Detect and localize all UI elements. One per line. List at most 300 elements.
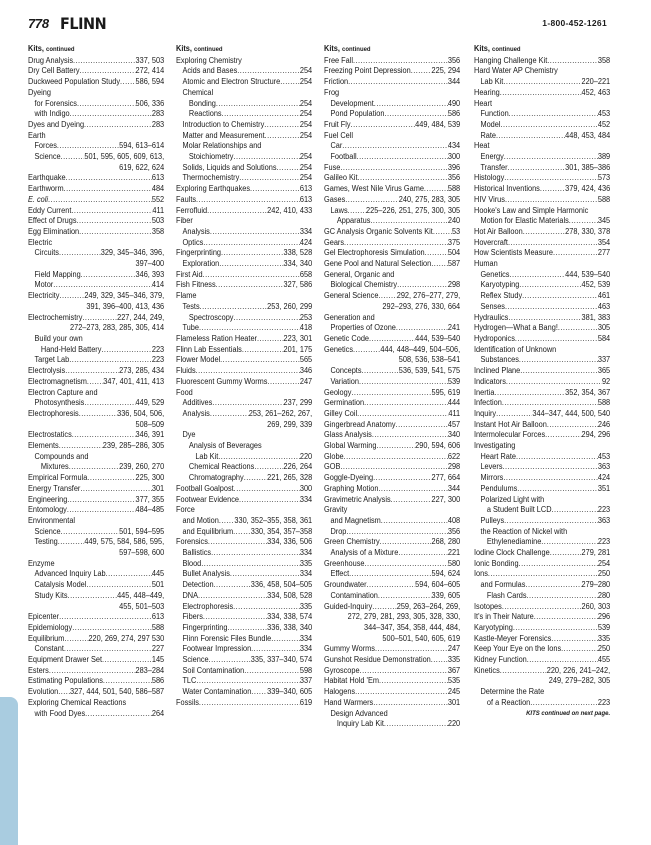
entry-term: Analysis of a Mixture — [330, 548, 399, 558]
index-entry — [324, 420, 460, 431]
leader-dots — [221, 248, 284, 259]
leader-dots — [357, 409, 448, 420]
continued-note: KITS continued on next page. — [526, 709, 611, 717]
leader-dots — [506, 377, 602, 388]
leader-dots — [397, 280, 448, 291]
heading-continued: continued — [492, 46, 521, 53]
entry-term: Inquiry — [474, 408, 497, 418]
entry-term: HIV Virus — [474, 194, 505, 204]
column-heading — [176, 44, 312, 56]
index-entry — [28, 409, 164, 420]
entry-term: Genetic Code — [324, 333, 370, 343]
entry-pages: 220 — [299, 451, 313, 461]
entry-term: Concepts — [330, 366, 362, 376]
entry-pages: 434 — [447, 141, 461, 151]
entry-pages: 358 — [597, 55, 611, 65]
entry-term: Pendulums — [480, 483, 518, 493]
leader-dots — [222, 109, 300, 120]
index-subheading: Frog — [324, 87, 340, 97]
leader-dots — [102, 655, 152, 666]
leader-dots — [216, 99, 300, 110]
entry-pages: 329, 345–346, 396, — [100, 248, 165, 258]
index-entry — [324, 719, 460, 730]
index-entry — [176, 484, 312, 495]
leader-dots — [530, 698, 598, 709]
entry-pages: 344 — [447, 483, 461, 493]
leader-dots — [219, 516, 235, 527]
entry-pages: 92 — [601, 376, 611, 386]
leader-dots — [527, 655, 598, 666]
entry-pages: 334, 336, 506 — [267, 537, 313, 547]
entry-term: Gilley Coil — [324, 408, 358, 418]
entry-pages: 220, 269, 274, 297 530 — [88, 633, 165, 643]
entry-pages: 253, 261–262, 267, — [248, 408, 313, 418]
entry-pages: 334 — [299, 633, 313, 643]
entry-term: Globe — [324, 451, 344, 461]
leader-dots — [67, 495, 135, 506]
index-entry — [176, 473, 312, 484]
index-entry — [28, 120, 164, 131]
entry-pages: 381, 383 — [581, 312, 611, 322]
index-entry — [474, 227, 610, 238]
entry-term: Galileo Kit — [324, 173, 358, 183]
index-entry — [324, 259, 460, 270]
index-entry — [324, 666, 460, 677]
index-subheading: Generation and — [324, 312, 375, 322]
entry-pages: 335 — [447, 655, 461, 665]
leader-dots — [517, 484, 598, 495]
entry-term: Flinn Forensic Files Bundle — [182, 633, 272, 643]
index-subheading: General, Organic and — [324, 269, 395, 279]
entry-pages: 363 — [597, 515, 611, 525]
index-entry — [176, 655, 312, 666]
index-entry — [474, 216, 610, 227]
leader-dots — [500, 666, 547, 677]
leader-dots — [561, 644, 598, 655]
entry-term: Properties of Ozone — [330, 323, 396, 333]
index-entry — [324, 141, 460, 152]
entry-pages: 356 — [447, 173, 461, 183]
leader-dots — [494, 388, 565, 399]
entry-pages-continued: 391, 396–400, 413, 436 — [86, 301, 165, 311]
leader-dots — [59, 248, 101, 259]
leader-dots — [372, 602, 396, 613]
index-subheading: Chemical — [182, 87, 214, 97]
entry-pages: 334 — [299, 644, 313, 654]
entry-term: Circuits — [34, 248, 59, 258]
index-entry — [324, 644, 460, 655]
entry-pages: 241 — [447, 323, 461, 333]
entry-term: Fibers — [182, 612, 203, 622]
entry-pages: 367 — [447, 665, 461, 675]
leader-dots — [433, 227, 452, 238]
index-entry — [28, 484, 164, 495]
index-entry — [324, 516, 460, 527]
entry-term: Kidney Function — [474, 655, 527, 665]
index-entry — [176, 270, 312, 281]
entry-pages: 586, 594 — [135, 77, 165, 87]
entry-pages: 339–340, 605 — [267, 687, 313, 697]
entry-pages: 452, 539 — [581, 280, 611, 290]
index-entry — [474, 537, 610, 548]
leader-dots — [378, 484, 447, 495]
leader-dots — [198, 591, 267, 602]
index-entry — [28, 495, 164, 506]
entry-term: and Formulas — [480, 580, 526, 590]
index-entry — [176, 259, 312, 270]
entry-pages-continued: 455, 501–503 — [119, 601, 165, 611]
index-entry — [474, 77, 610, 88]
index-entry — [28, 537, 164, 548]
entry-pages: 339, 605 — [431, 590, 461, 600]
entry-pages: 254 — [299, 77, 313, 87]
index-entry — [474, 120, 610, 131]
entry-pages-continued: 249, 279–282, 305 — [548, 676, 611, 686]
entry-pages-continued: 500–501, 540, 605, 619 — [382, 633, 461, 643]
index-entry — [324, 195, 460, 206]
index-entry — [474, 559, 610, 570]
index-subheading: Hooke's Law and Simple Harmonic — [474, 205, 589, 215]
column-heading — [474, 44, 610, 56]
column-heading — [28, 44, 164, 56]
leader-dots — [344, 238, 448, 249]
index-entry — [28, 345, 164, 356]
leader-dots — [358, 173, 448, 184]
entry-pages: 594, 604–605 — [415, 580, 461, 590]
index-entry — [324, 345, 460, 356]
entry-term: Constant — [34, 644, 64, 654]
leader-dots — [199, 698, 300, 709]
index-entry — [324, 591, 460, 602]
index-entry — [324, 323, 460, 334]
entry-pages: 240, 275, 283, 305 — [398, 194, 461, 204]
index-entry — [324, 238, 460, 249]
leader-dots — [250, 184, 300, 195]
entry-term: Spectroscopy — [188, 312, 234, 322]
entry-pages: 294, 296 — [581, 430, 611, 440]
entry-term: Footwear Evidence — [176, 494, 240, 504]
entry-pages: 221 — [447, 548, 461, 558]
index-entry — [324, 569, 460, 580]
entry-pages: 220, 226, 241–242, — [546, 665, 611, 675]
index-entry — [324, 495, 460, 506]
column-heading — [324, 44, 460, 56]
entry-pages: 305 — [597, 323, 611, 333]
index-subheading: Dye — [182, 430, 196, 440]
index-entry — [28, 56, 164, 67]
entry-term: Apparatus — [336, 216, 371, 226]
index-entry — [324, 109, 460, 120]
leader-dots — [203, 270, 300, 281]
entry-pages: 501, 594–595 — [119, 526, 165, 536]
index-entry — [28, 355, 164, 366]
entry-pages: 504 — [447, 248, 461, 258]
entry-term: Epidemiology — [28, 622, 73, 632]
entry-pages: 334, 508, 528 — [267, 590, 313, 600]
leader-dots — [516, 452, 598, 463]
leader-dots — [239, 495, 300, 506]
leader-dots — [365, 559, 448, 570]
index-subheading: Human — [474, 259, 498, 269]
entry-pages: 613 — [151, 612, 165, 622]
leader-dots — [503, 462, 598, 473]
index-entry — [474, 398, 610, 409]
index-entry — [28, 612, 164, 623]
entry-pages: 444, 539–540 — [415, 333, 461, 343]
entry-term: Transfer — [480, 162, 508, 172]
entry-pages: 336, 338, 340 — [267, 622, 313, 632]
index-subheading: Electron Capture and — [28, 387, 98, 397]
entry-term: Thermochemistry — [182, 173, 240, 183]
heading-text: Kits, — [176, 44, 192, 53]
entry-pages: 337, 503 — [135, 55, 165, 65]
index-entry — [28, 270, 164, 281]
leader-dots — [87, 377, 103, 388]
entry-term: Science — [182, 655, 209, 665]
entry-pages: 292, 276–277, 279, — [396, 291, 461, 301]
entry-term: Earthquake — [28, 173, 66, 183]
entry-term: Target Lab — [34, 355, 70, 365]
entry-pages: 227, 244, 249, — [117, 312, 165, 322]
entry-pages: 334 — [299, 494, 313, 504]
index-entry — [324, 537, 460, 548]
index-entry — [474, 452, 610, 463]
entry-pages: 588 — [597, 398, 611, 408]
index-entry — [28, 441, 164, 452]
leader-dots — [207, 206, 267, 217]
entry-term: with Food Dyes — [34, 708, 86, 718]
leader-dots — [64, 634, 88, 645]
leader-dots — [496, 131, 565, 142]
index-entry — [324, 173, 460, 184]
leader-dots — [398, 548, 448, 559]
index-entry — [474, 280, 610, 291]
entry-term: Levers — [480, 462, 503, 472]
leader-dots — [353, 56, 448, 67]
entry-term: Duckweed Population Study — [28, 77, 121, 87]
entry-term: with Indigo — [34, 109, 70, 119]
entry-pages: 259, 263–264, 269, — [396, 601, 461, 611]
index-entry — [474, 602, 610, 613]
leader-dots — [227, 623, 267, 634]
index-entry — [28, 206, 164, 217]
leader-dots — [230, 569, 300, 580]
index-column-4 — [474, 44, 610, 719]
entry-term: Gummy Worms — [324, 644, 375, 654]
index-entry — [176, 462, 312, 473]
leader-dots — [519, 280, 581, 291]
entry-pages: 223 — [151, 355, 165, 365]
leader-dots — [523, 227, 565, 238]
index-entry — [324, 388, 460, 399]
entry-pages: 539 — [597, 622, 611, 632]
entry-pages: 225–226, 251, 275, 300, 305 — [366, 205, 461, 215]
entry-term: First Aid — [176, 269, 203, 279]
index-entry — [28, 366, 164, 377]
entry-term: Ferrofluid — [176, 205, 208, 215]
leader-dots — [342, 141, 448, 152]
index-entry — [474, 655, 610, 666]
entry-pages: 279, 281 — [581, 548, 611, 558]
leader-dots — [378, 291, 396, 302]
entry-pages: 337 — [597, 355, 611, 365]
entry-term: Lab Kit — [480, 77, 504, 87]
entry-term: Model — [480, 119, 501, 129]
entry-term: Analysis — [182, 408, 210, 418]
leader-dots — [257, 334, 284, 345]
entry-pages: 598 — [299, 665, 313, 675]
index-entry — [28, 569, 164, 580]
entry-pages: 254 — [299, 152, 313, 162]
entry-pages: 594, 624 — [431, 569, 461, 579]
leader-dots — [384, 109, 447, 120]
index-subheading: Heart — [474, 98, 492, 108]
leader-dots — [534, 612, 598, 623]
entry-pages: 250 — [597, 569, 611, 579]
entry-term: Introduction to Chemistry — [182, 119, 265, 129]
entry-term: Flameless Ration Heater — [176, 333, 258, 343]
leader-dots — [569, 216, 598, 227]
leader-dots — [201, 559, 300, 570]
leader-dots — [58, 687, 70, 698]
entry-pages: 363 — [597, 462, 611, 472]
entry-term: Fluids — [176, 366, 196, 376]
leader-dots — [411, 66, 432, 77]
leader-dots — [77, 99, 136, 110]
entry-term: Flash Cards — [486, 590, 527, 600]
entry-term: Graphing Motion — [324, 483, 379, 493]
entry-pages: 201, 175 — [283, 344, 313, 354]
entry-term: GOB — [324, 462, 341, 472]
index-entry — [324, 206, 460, 217]
index-entry — [474, 88, 610, 99]
leader-dots — [84, 120, 152, 131]
entry-term: Development — [330, 98, 374, 108]
entry-term: Instant Hot Air Balloon — [474, 419, 547, 429]
index-entry — [324, 655, 460, 666]
entry-term: Green Chemistry — [324, 537, 380, 547]
leader-dots — [267, 377, 299, 388]
entry-pages: 298 — [447, 280, 461, 290]
entry-pages: 247 — [447, 644, 461, 654]
leader-dots — [502, 398, 598, 409]
entry-term: Reflex Study — [480, 291, 523, 301]
entry-term: Historical Inventions — [474, 184, 540, 194]
index-entry — [324, 99, 460, 110]
leader-dots — [375, 644, 448, 655]
entry-pages: 223, 301 — [283, 333, 313, 343]
index-entry — [28, 313, 164, 324]
leader-dots — [64, 644, 152, 655]
entry-pages: 277 — [597, 248, 611, 258]
leader-dots — [373, 473, 431, 484]
entry-pages: 444 — [447, 398, 461, 408]
leader-dots — [515, 334, 598, 345]
leader-dots — [396, 323, 448, 334]
entry-pages: 335 — [299, 601, 313, 611]
leader-dots — [519, 355, 598, 366]
entry-pages: 354 — [597, 237, 611, 247]
entry-pages: 444, 539–540 — [565, 269, 611, 279]
leader-dots — [509, 270, 565, 281]
leader-dots — [72, 623, 152, 634]
index-subheading: Molar Relationships and — [182, 141, 262, 151]
index-subheading: Exploring Chemical Reactions — [28, 697, 127, 707]
entry-term: Habitat Hold 'Em — [324, 676, 379, 686]
entry-term: Blood — [182, 558, 202, 568]
index-entry — [176, 644, 312, 655]
entry-term: Flower Model — [176, 355, 221, 365]
entry-term: How Scientists Measure — [474, 248, 553, 258]
heading-text: Kits, — [324, 44, 340, 53]
leader-dots — [505, 195, 598, 206]
entry-term: Football Goalpost — [176, 483, 234, 493]
index-subheading: Polarized Light with — [480, 494, 545, 504]
leader-dots — [360, 666, 448, 677]
entry-term: Hanging Challenge Kit — [474, 55, 548, 65]
entry-term: Optics — [182, 237, 204, 247]
index-entry — [474, 56, 610, 67]
entry-term: Function — [480, 109, 509, 119]
entry-term: Mirrors — [480, 473, 504, 483]
index-entry — [474, 409, 610, 420]
index-entry — [176, 206, 312, 217]
entry-pages: 223 — [597, 505, 611, 515]
index-entry — [28, 655, 164, 666]
index-entry — [324, 687, 460, 698]
leader-dots — [550, 548, 582, 559]
entry-pages: 254 — [597, 558, 611, 568]
index-entry — [28, 709, 164, 720]
leader-dots — [355, 687, 448, 698]
entry-term: Science — [34, 152, 61, 162]
index-entry — [176, 366, 312, 377]
entry-term: GC Analysis Organic Solvents Kit — [324, 226, 433, 236]
leader-dots — [101, 345, 151, 356]
leader-dots — [244, 473, 267, 484]
index-entry — [28, 676, 164, 687]
entry-term: Indicators — [474, 376, 506, 386]
leader-dots — [381, 516, 448, 527]
index-entry — [324, 398, 460, 409]
leader-dots — [372, 430, 448, 441]
index-entry — [28, 184, 164, 195]
leader-dots — [53, 280, 152, 291]
entry-pages: 389 — [597, 152, 611, 162]
entry-pages: 273, 285, 434 — [119, 366, 165, 376]
index-entry — [176, 495, 312, 506]
entry-term: Football — [330, 152, 357, 162]
leader-dots — [200, 302, 268, 313]
entry-pages: 327, 444, 501, 540, 586–587 — [70, 687, 165, 697]
index-entry — [474, 612, 610, 623]
index-entry — [176, 66, 312, 77]
leader-dots — [65, 366, 119, 377]
entry-term: Additives — [182, 398, 213, 408]
index-entry — [474, 173, 610, 184]
leader-dots — [209, 655, 251, 666]
index-entry — [474, 430, 610, 441]
leader-dots — [504, 516, 598, 527]
entry-term: Bonding — [188, 98, 216, 108]
entry-pages: 418 — [299, 323, 313, 333]
entry-pages: 278, 330, 378 — [565, 226, 611, 236]
index-entry — [324, 527, 460, 538]
leader-dots — [59, 612, 152, 623]
index-entry — [176, 195, 312, 206]
entry-term: Footwear Impression — [182, 644, 252, 654]
index-entry — [176, 687, 312, 698]
